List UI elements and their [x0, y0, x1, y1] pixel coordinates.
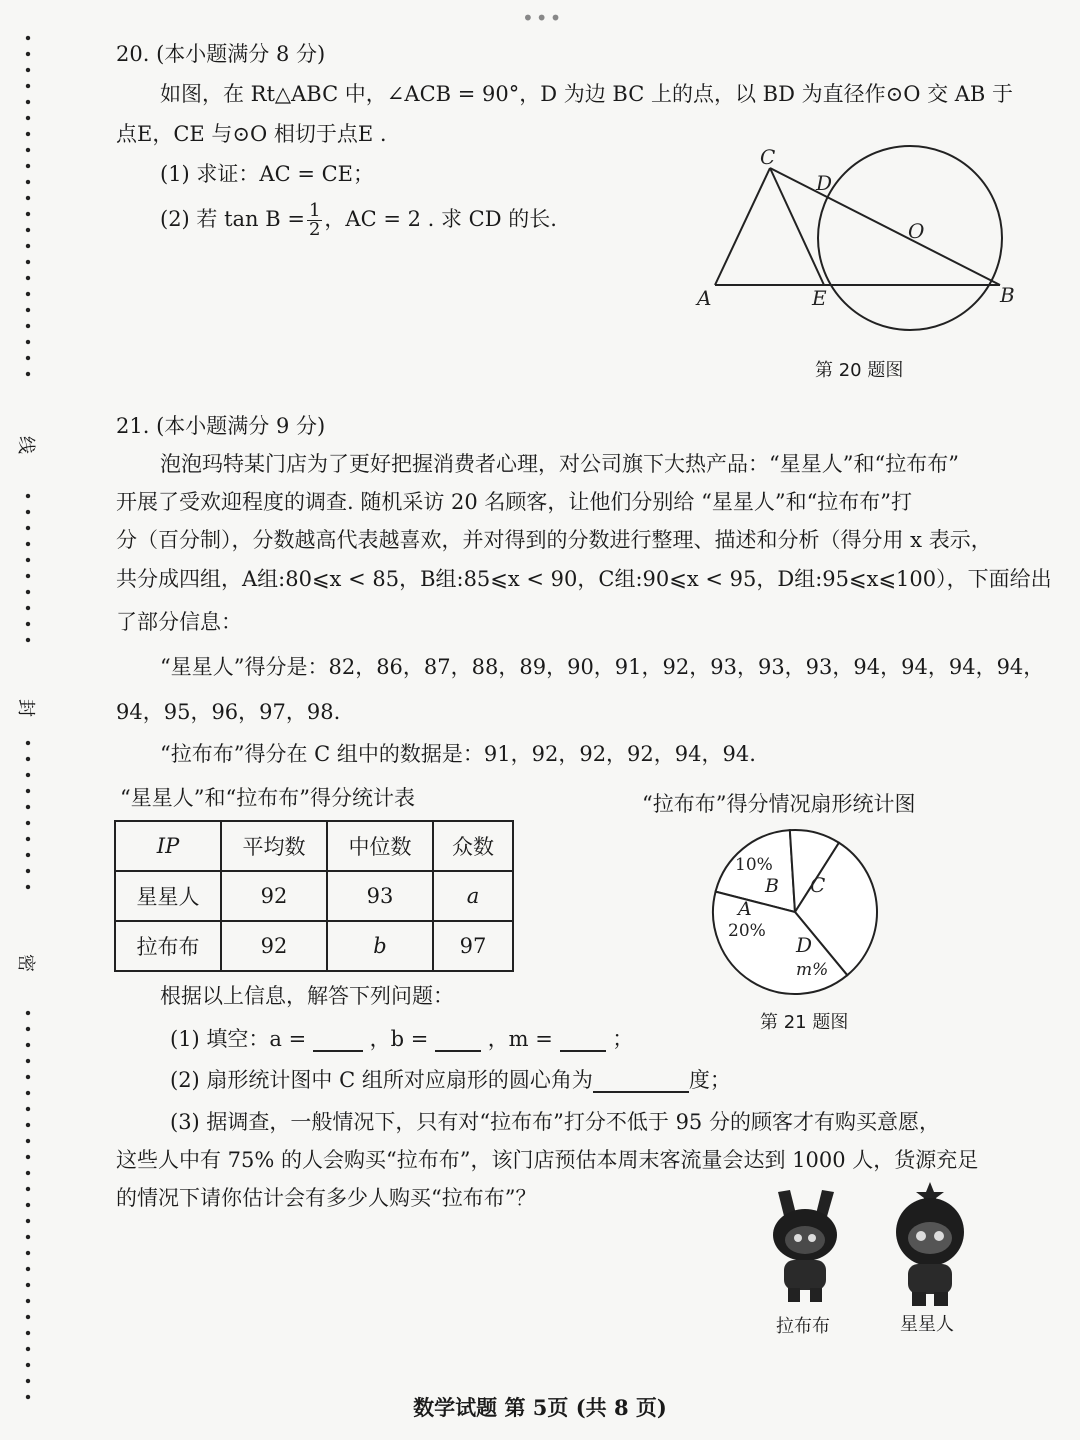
q20-part1: (1) 求证：AC = CE；	[160, 162, 374, 186]
margin-char-secret: 密	[15, 954, 36, 972]
table-cell: 93	[327, 871, 433, 921]
answer-blank-a[interactable]	[313, 1050, 363, 1052]
q20-caption: 第 20 题图	[815, 360, 904, 381]
segment-cb	[770, 168, 1000, 285]
q1-a-label: (1) 填空：a =	[170, 1027, 307, 1051]
label-e: E	[812, 286, 827, 310]
label-d: D	[816, 171, 833, 195]
label-a: A	[697, 286, 712, 310]
q20-line2: 点E，CE 与⊙O 相切于点E .	[116, 122, 387, 146]
q21-xingxingren-scores-2: 94，95，96，97，98.	[116, 700, 341, 724]
table-cell: 星星人	[115, 871, 221, 921]
margin-dotted-line	[24, 735, 32, 900]
fraction-denominator: 2	[308, 219, 321, 240]
questions-intro: 根据以上信息，解答下列问题：	[160, 984, 454, 1008]
pie-label-a: A	[738, 898, 752, 920]
q20-header: 20. (本小题满分 8 分)	[116, 42, 326, 66]
q20-part2	[160, 202, 557, 239]
mascot-label-xingxingren: 星星人	[900, 1314, 954, 1335]
q21-caption: 第 21 题图	[760, 1012, 849, 1033]
q2-label: (2) 扇形统计图中 C 组所对应扇形的圆心角为	[170, 1068, 593, 1092]
table-cell: 92	[221, 871, 327, 921]
fraction-numerator: 1	[308, 200, 321, 221]
q1-b-label: ，b =	[369, 1027, 429, 1051]
stats-table	[114, 820, 514, 972]
table-cell: 92	[221, 921, 327, 971]
margin-char-seal: 封	[15, 699, 36, 717]
pie-label-b: B	[765, 875, 779, 897]
q1-m-label: ，m =	[487, 1027, 553, 1051]
q20-geometry-figure	[690, 140, 1030, 350]
q2-unit: 度；	[688, 1068, 731, 1092]
q21-para-5: 了部分信息：	[116, 610, 242, 634]
pie-label-b-pct: 10%	[735, 855, 773, 875]
q20-line1: 如图，在 Rt△ABC 中，∠ACB = 90°，D 为边 BC 上的点，以 BD 为直径作⊙O 交 AB 于	[160, 82, 1014, 106]
pie-label-c: C	[810, 873, 826, 897]
margin-dotted-line	[24, 30, 32, 385]
margin-char-line: 线	[15, 436, 36, 454]
pie-chart	[700, 820, 900, 1010]
q21-xingxingren-scores-1: “星星人”得分是：82，86，87，88，89，90，91，92，93，93，93，94，94，94，94，	[160, 655, 1045, 679]
answer-blank-m[interactable]	[560, 1050, 606, 1052]
table-header-cell: 众数	[433, 821, 513, 871]
table-cell: 拉布布	[115, 921, 221, 971]
pie-title: “拉布布”得分情况扇形统计图	[642, 792, 916, 816]
pie-label-d: D	[796, 933, 813, 957]
q21-para-1: 泡泡玛特某门店为了更好把握消费者心理，对公司旗下大热产品：“星星人”和“拉布布”	[160, 452, 959, 476]
q21-para-4: 共分成四组，A组:80⩽x < 85，B组:85⩽x < 90，C组:90⩽x < 95，D组:95⩽x⩽100），下面给出	[116, 567, 1052, 591]
question-2	[170, 1068, 731, 1093]
fraction	[307, 202, 322, 239]
table-header-cell: IP	[115, 821, 221, 871]
table-cell: 97	[433, 921, 513, 971]
q21-labubu-c-scores: “拉布布”得分在 C 组中的数据是：91，92，92，92，94，94.	[160, 742, 756, 766]
answer-blank-b[interactable]	[435, 1050, 481, 1052]
table-cell: b	[327, 921, 433, 971]
q1-end: ；	[612, 1027, 634, 1051]
top-handle: •••	[522, 6, 564, 30]
q21-header: 21. (本小题满分 9 分)	[116, 414, 326, 438]
q20-part2-tail: ，AC = 2 . 求 CD 的长.	[324, 207, 557, 231]
table-header-cell: 平均数	[221, 821, 327, 871]
table-row	[115, 921, 513, 971]
table-header-row	[115, 821, 513, 871]
q20-part2-lead: (2) 若 tan B =	[160, 207, 305, 231]
question-3-line-1: (3) 据调查，一般情况下，只有对“拉布布”打分不低于 95 分的顾客才有购买意愿，	[170, 1110, 940, 1134]
segment-ac	[715, 168, 770, 285]
pie-label-d-pct: m%	[796, 960, 829, 980]
q21-para-2: 开展了受欢迎程度的调查. 随机采访 20 名顾客，让他们分别给 “星星人”和“拉布布”打	[116, 490, 913, 514]
margin-dotted-line	[24, 1005, 32, 1400]
table-title: “星星人”和“拉布布”得分统计表	[120, 786, 415, 810]
margin-dotted-line	[24, 488, 32, 648]
question-3-line-2: 这些人中有 75% 的人会购买“拉布布”，该门店预估本周末客流量会达到 1000 人，货源充足	[116, 1148, 979, 1172]
table-header-cell: 中位数	[327, 821, 433, 871]
answer-blank-angle[interactable]	[593, 1091, 689, 1093]
table-row	[115, 871, 513, 921]
page-footer: 数学试题 第 5页 (共 8 页)	[413, 1395, 667, 1420]
q21-para-3: 分（百分制），分数越高代表越喜欢，并对得到的分数进行整理、描述和分析（得分用 x 表示，	[116, 528, 992, 552]
mascot-label-labubu: 拉布布	[776, 1316, 830, 1337]
question-1	[170, 1027, 633, 1052]
xingxingren-figure	[880, 1180, 980, 1310]
label-o: O	[908, 219, 925, 243]
labubu-figure	[760, 1190, 850, 1310]
label-b: B	[1000, 283, 1015, 307]
pie-label-a-pct: 20%	[728, 921, 766, 941]
label-c: C	[760, 145, 776, 169]
table-cell: a	[433, 871, 513, 921]
question-3-line-3: 的情况下请你估计会有多少人购买“拉布布”？	[116, 1186, 537, 1210]
